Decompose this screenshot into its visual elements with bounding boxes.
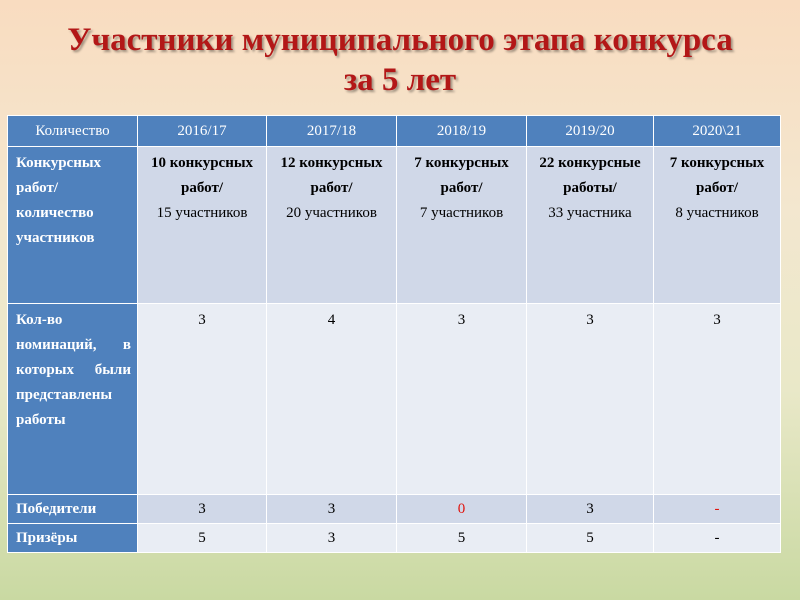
row-label-prize-winners: Призёры xyxy=(8,524,138,553)
title-line-2: за 5 лет xyxy=(343,62,457,98)
table-header-row xyxy=(8,116,781,147)
works-count: 22 конкурсные работы/ xyxy=(539,155,641,196)
table-row-nominations xyxy=(8,304,781,495)
works-count: 7 конкурсных работ/ xyxy=(414,155,509,196)
table-row-prize-winners xyxy=(8,524,781,553)
table-cell: 5 xyxy=(527,524,654,553)
header-cell-year: 2017/18 xyxy=(267,116,397,147)
participants-count: 20 участников xyxy=(286,205,377,221)
header-cell-year: 2019/20 xyxy=(527,116,654,147)
table-cell xyxy=(138,147,267,304)
table-cell xyxy=(527,147,654,304)
participants-count: 8 участников xyxy=(675,205,759,221)
row-label-winners: Победители xyxy=(8,495,138,524)
table-cell-highlight: - xyxy=(654,495,781,524)
header-cell-year: 2016/17 xyxy=(138,116,267,147)
title-line-1: Участники муниципального этапа конкурса xyxy=(67,22,733,58)
table-cell xyxy=(654,147,781,304)
table-cell: 5 xyxy=(397,524,527,553)
table-row-winners xyxy=(8,495,781,524)
works-count: 12 конкурсных работ/ xyxy=(280,155,383,196)
participants-count: 7 участников xyxy=(419,205,504,221)
table-cell: 3 xyxy=(397,304,527,495)
page-title xyxy=(0,20,800,100)
table-cell-highlight: 0 xyxy=(397,495,527,524)
table-cell: 3 xyxy=(267,495,397,524)
participants-count: 33 участника xyxy=(548,205,632,221)
works-count: 10 конкурсных работ/ xyxy=(150,155,254,196)
table-cell: - xyxy=(654,524,781,553)
table-cell: 4 xyxy=(267,304,397,495)
table-cell: 3 xyxy=(138,495,267,524)
table-cell: 5 xyxy=(138,524,267,553)
header-cell-year: 2018/19 xyxy=(397,116,527,147)
works-count: 7 конкурсных работ/ xyxy=(669,155,765,196)
table-cell xyxy=(397,147,527,304)
header-cell-year: 2020\21 xyxy=(654,116,781,147)
row-label-nominations: Кол-во номинаций, в которых были представлены работы xyxy=(8,304,138,495)
table-cell: 3 xyxy=(654,304,781,495)
contest-participants-table xyxy=(7,115,781,553)
table-cell: 3 xyxy=(267,524,397,553)
table-cell: 3 xyxy=(527,304,654,495)
table-cell: 3 xyxy=(138,304,267,495)
table-cell: 3 xyxy=(527,495,654,524)
header-cell-quantity: Количество xyxy=(8,116,138,147)
table-row-works-participants xyxy=(8,147,781,304)
table-cell xyxy=(267,147,397,304)
row-label-works: Конкурсных работ/количество участников xyxy=(8,147,138,304)
participants-count: 15 участников xyxy=(156,205,248,221)
